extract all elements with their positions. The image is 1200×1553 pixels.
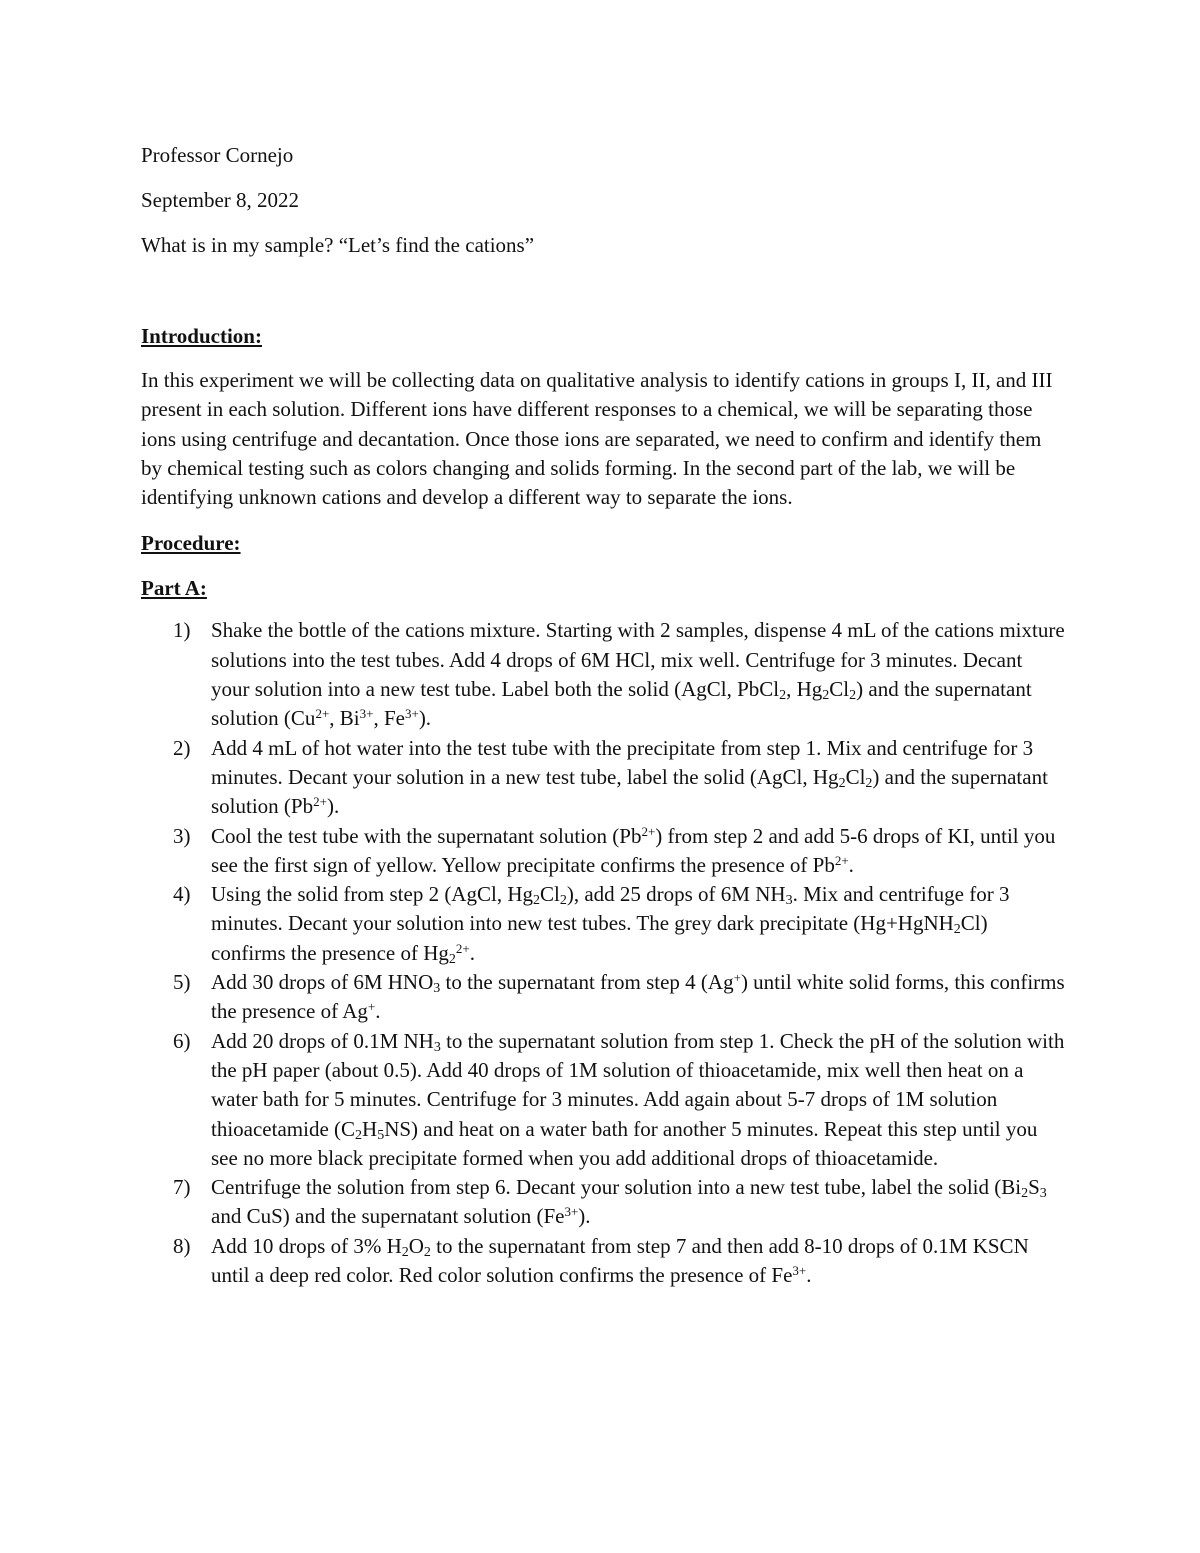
step-text [211,1175,1047,1228]
text-run: , Fe [373,706,405,731]
part-a-heading: Part A: [141,576,207,601]
text-run: . [806,1263,812,1288]
subscript: 5 [377,1127,385,1143]
text-run: Cool the test tube with the supernatant solution (Pb [211,823,642,848]
procedure-steps-list [141,616,1066,1290]
subscript: 2 [401,1244,409,1260]
subscript: 3 [1039,1186,1047,1202]
subscript: 2 [865,775,873,791]
text-run: to the supernatant from step 4 (Ag [440,970,734,995]
superscript: 3+ [792,1263,807,1279]
text-run: Cl [845,764,866,789]
subscript: 2 [849,688,857,704]
superscript: 2+ [315,706,330,722]
subscript: 2 [1021,1186,1029,1202]
subscript: 2 [423,1244,431,1260]
introduction-paragraph: In this experiment we will be collecting data on qualitative analysis to identify cations in groups I, II, and III present in each solution. Different ions have different responses to a chemical, we will be separating those ions using centrifuge and decantation. Once those ions are separated, we need to confirm and identify them by chemical testing such as colors changing and solids forming. In the second part of the lab, we will be identifying unknown cations and develop a different way to separate the ions. [141,368,1053,510]
subscript: 2 [532,893,540,909]
text-run: to the supernatant from step 7 and then add 8-10 drops of 0.1M KSCN until a deep red color. Red color solution confirms the presence of Fe [211,1233,1029,1288]
superscript: 2+ [455,940,470,956]
text-run: ) until white solid forms, this confirms the presence of Ag [211,970,1065,1024]
document-body [141,140,1066,1290]
subscript: 2 [448,951,456,967]
procedure-step [141,822,1066,881]
text-run: and CuS) and the supernatant solution (Fe [211,1204,565,1229]
text-run: Centrifuge the solution from step 6. Decant your solution into a new test tube, label the solid (Bi [211,1175,1022,1200]
superscript: 3+ [404,706,419,722]
text-run: ). [326,794,340,819]
subscript: 2 [953,922,961,938]
text-run: to the supernatant solution from step 1. Check the pH of the solution with the pH paper (about 0.5). Add 40 drops of 1M solution of thioacetamide, mix well then heat on a water bath for 5 minutes. Centrifuge for 3 minutes. Add again about 5-7 drops of 1M solution thioacetamide (C [211,1028,1065,1141]
procedure-step [141,968,1066,1027]
step-number: 4) [173,882,191,907]
text-run: . Mix and centrifuge for 3 minutes. Decant your solution into new test tubes. The grey dark precipitate (Hg+HgNH [211,882,1010,936]
text-run: ) from step 2 and add 5-6 drops of KI, until you see the first sign of yellow. Yellow precipitate confirms the presence of Pb [211,823,1056,877]
step-number: 8) [173,1233,191,1258]
superscript: 3+ [564,1204,579,1220]
text-run: Add 4 mL of hot water into the test tube with the precipitate from step 1. Mix and centrifuge for 3 minutes. Decant your solution in a new test tube, label the solid (AgCl, Hg [211,735,1034,789]
text-run: Cl [829,677,850,702]
text-run: . [848,852,854,877]
text-run: ) and the supernatant solution (Pb [211,764,1048,819]
superscript: 2+ [641,823,656,839]
step-text [211,1029,1064,1170]
text-run: ) and the supernatant solution (Cu [211,677,1032,731]
text-run: Cl) confirms the presence of Hg [211,911,988,965]
step-text [211,882,1010,965]
step-text [211,1234,1029,1287]
step-number: 2) [173,735,191,760]
subscript: 2 [838,775,846,791]
step-text [211,736,1048,819]
subscript: 2 [779,688,787,704]
subscript: 2 [559,893,567,909]
step-number: 1) [173,618,191,643]
text-run: S [1028,1175,1040,1200]
subscript: 3 [433,1039,441,1055]
step-text [211,970,1065,1023]
procedure-heading: Procedure: [141,531,241,556]
subscript: 3 [433,981,441,997]
procedure-step [141,734,1066,822]
step-number: 7) [173,1175,191,1200]
text-run: NS) and heat on a water bath for another 5 minutes. Repeat this step until you see no more black precipitate formed when you add additional drops of thioacetamide. [211,1116,1038,1170]
procedure-step [141,1173,1066,1232]
step-number: 6) [173,1028,191,1053]
text-run: , Hg [786,677,823,702]
procedure-step [141,880,1066,968]
document-date: September 8, 2022 [141,188,300,212]
step-number: 3) [173,823,191,848]
text-run: Add 20 drops of 0.1M NH [211,1028,434,1053]
text-run: Shake the bottle of the cations mixture. Starting with 2 samples, dispense 4 mL of the cations mixture solutions into the test tubes. Add 4 drops of 6M HCl, mix well. Centrifuge for 3 minutes. Decant your solution into a new test tube. Label both the solid (AgCl, PbCl [211,618,1065,702]
professor-name: Professor Cornejo [141,143,294,167]
text-run: Cl [539,882,560,907]
procedure-step [141,1232,1066,1291]
introduction-heading: Introduction: [141,324,262,348]
subscript: 2 [355,1127,363,1143]
text-run: Using the solid from step 2 (AgCl, Hg [211,882,533,907]
step-text [211,618,1065,730]
text-run: . [469,940,476,965]
text-run: , Bi [329,706,360,731]
text-run: Add 10 drops of 3% H [211,1233,402,1258]
text-run: O [408,1233,424,1258]
superscript: 2+ [313,794,327,810]
superscript: 3+ [359,706,374,722]
text-run: ). [578,1204,591,1229]
text-run: . [375,999,381,1024]
text-run: ), add 25 drops of 6M NH [566,882,786,907]
subscript: 3 [785,893,793,909]
step-number: 5) [173,970,191,995]
subscript: 2 [822,688,830,704]
step-text [211,824,1055,877]
superscript: 2+ [834,852,849,868]
text-run: H [362,1116,378,1141]
superscript: + [733,970,741,986]
text-run: Add 30 drops of 6M HNO [211,970,434,995]
text-run: ). [418,706,432,731]
procedure-step [141,616,1066,733]
procedure-step [141,1027,1066,1173]
superscript: + [367,999,376,1015]
document-title: What is in my sample? “Let’s find the cations” [141,233,535,257]
